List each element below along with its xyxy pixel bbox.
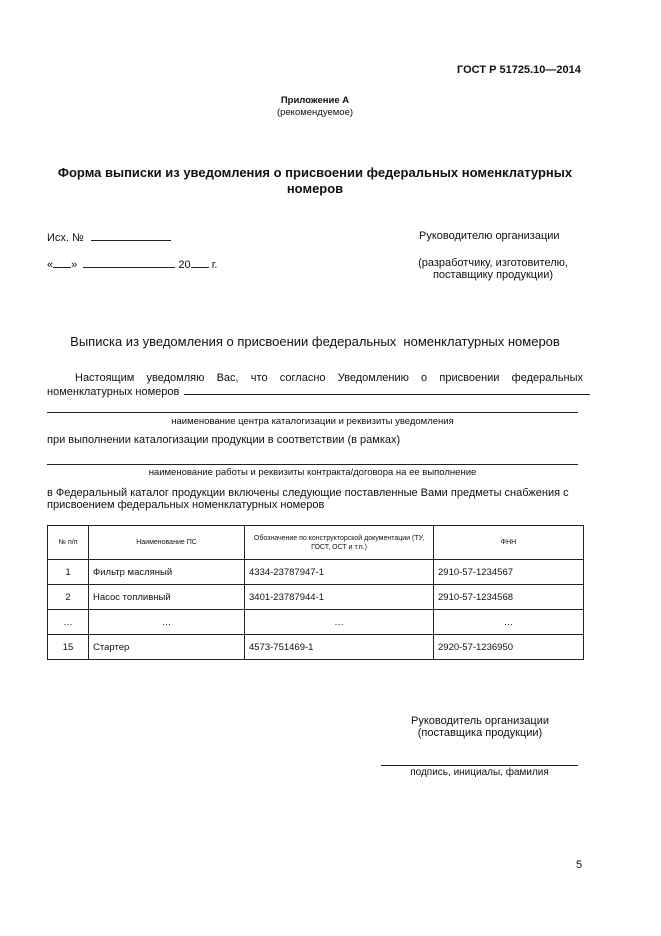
items-table	[47, 525, 584, 660]
table-header-row	[48, 526, 584, 560]
table-row	[48, 610, 584, 635]
standard-number: ГОСТ Р 51725.10—2014	[457, 64, 581, 76]
notice-paragraph: Настоящим уведомляю Вас, что согласно Уведомлению о присвоении федеральных	[75, 372, 583, 384]
addressee-hint-2: поставщику продукции)	[432, 269, 554, 281]
signature-subtitle: (поставщика продукции)	[417, 727, 543, 739]
notice-line2-field[interactable]	[184, 384, 590, 395]
signature-caption: подпись, инициалы, фамилия	[410, 767, 549, 778]
item-designation: 3401-23787944-1	[245, 585, 434, 610]
date-close-quote: »	[71, 259, 78, 271]
header-cell: ФНН	[434, 526, 584, 560]
item-designation: …	[245, 610, 434, 635]
addressee-hint-1: (разработчику, изготовителю,	[418, 257, 568, 269]
ref-label: Исх. №	[47, 232, 84, 244]
item-name: …	[89, 610, 245, 635]
page-number: 5	[576, 859, 583, 871]
addressee: Руководителю организации	[419, 230, 560, 242]
extract-title: Выписка из уведомления о присвоении федеральных номенклатурных номеров	[70, 334, 560, 349]
item-designation: 4573-751469-1	[245, 635, 434, 660]
form-title: Форма выписки из уведомления о присвоении федеральных номенклатурных номеров	[57, 165, 573, 196]
item-name: Стартер	[89, 635, 245, 660]
item-name: Фильтр масляный	[89, 560, 245, 585]
outgoing-date	[47, 257, 217, 271]
row-number: 1	[48, 560, 89, 585]
header-cell: № п/п	[48, 526, 89, 560]
header-cell: Наименование ПС	[89, 526, 245, 560]
work-contract-caption: наименование работы и реквизиты контракта/договора на ее выполнение	[148, 467, 477, 478]
cataloging-paragraph: при выполнении каталогизации продукции в соответствии (в рамках)	[47, 434, 401, 446]
item-designation: 4334-23787947-1	[245, 560, 434, 585]
table-row	[48, 635, 584, 660]
date-open-quote: «	[47, 259, 54, 271]
work-contract-line[interactable]	[47, 464, 578, 465]
outgoing-number	[47, 230, 171, 244]
row-number: …	[48, 610, 89, 635]
item-fnn: 2910-57-1234567	[434, 560, 584, 585]
table-row	[48, 560, 584, 585]
month-field[interactable]	[83, 257, 175, 268]
table-row	[48, 585, 584, 610]
item-fnn: 2920-57-1236950	[434, 635, 584, 660]
item-name: Насос топливный	[89, 585, 245, 610]
catalog-center-line[interactable]	[47, 412, 578, 413]
year-suffix: г.	[211, 259, 218, 271]
notice-line2-text: номенклатурных номеров	[47, 386, 180, 398]
notice-paragraph-line2	[47, 384, 590, 398]
row-number: 15	[48, 635, 89, 660]
appendix-subtitle: (рекомендуемое)	[276, 107, 354, 118]
catalog-paragraph-line2: присвоением федеральных номенклатурных номеров	[47, 499, 325, 511]
item-fnn: 2910-57-1234568	[434, 585, 584, 610]
signature-title: Руководитель организации	[410, 715, 549, 727]
catalog-paragraph-line1: в Федеральный каталог продукции включены следующие поставленные Вами предметы снабжения с	[47, 487, 569, 499]
year-field[interactable]	[191, 257, 209, 268]
appendix-title: Приложение А	[280, 95, 350, 106]
header-cell: Обозначение по конструкторской документации (ТУ, ГОСТ, ОСТ и т.п.)	[245, 526, 434, 560]
signature-line[interactable]	[381, 765, 578, 766]
catalog-center-caption: наименование центра каталогизации и реквизиты уведомления	[171, 416, 454, 427]
day-field[interactable]	[53, 257, 71, 268]
row-number: 2	[48, 585, 89, 610]
ref-number-field[interactable]	[91, 230, 171, 241]
item-fnn: …	[434, 610, 584, 635]
year-prefix: 20	[178, 259, 191, 271]
